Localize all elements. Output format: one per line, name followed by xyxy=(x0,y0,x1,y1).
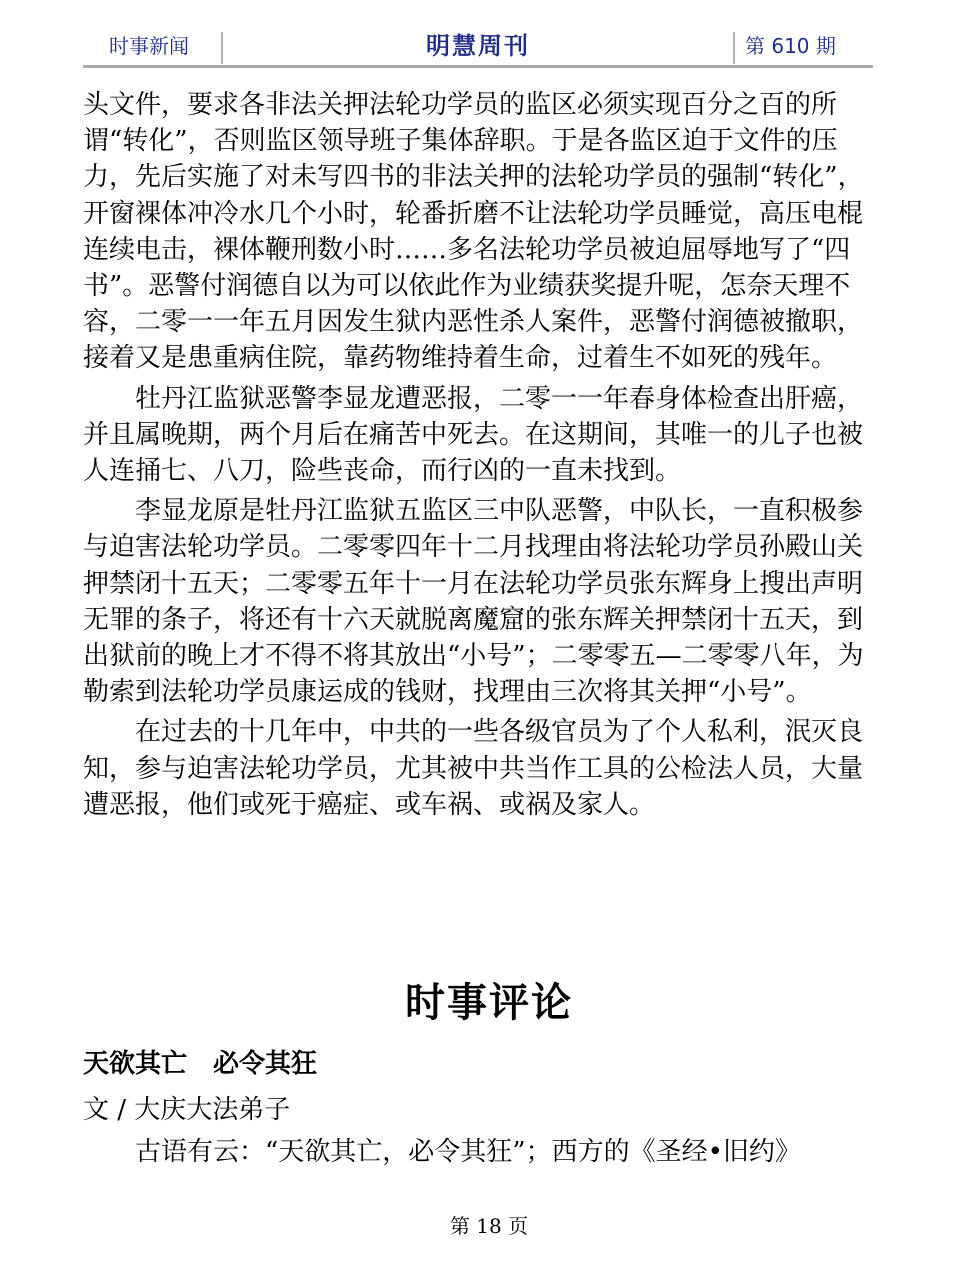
paragraph: 李显龙原是牡丹江监狱五监区三中队恶警，中队长，一直积极参与迫害法轮功学员。二零零四年十二月找理由将法轮功学员孙殿山关押禁闭十五天；二零零五年十一月在法轮功学员张东辉身上搜出声明无罪的条子，将还有十六天就脱离魔窟的张东辉关押禁闭十五天，到出狱前的晚上才不得不将其放出“小号”；二零零五—二零零八年，为勒索到法轮功学员康运成的钱财，找理由三次将其关押“小号”。 xyxy=(83,496,864,708)
article-byline: 文 / 大庆大法弟子 xyxy=(83,1095,291,1125)
section-heading: 时事评论 xyxy=(405,979,573,1026)
article-body xyxy=(83,87,873,827)
page-header xyxy=(83,28,873,68)
header-publication-title: 明慧周刊 xyxy=(426,32,530,60)
header-divider-right xyxy=(733,32,735,64)
paragraph: 在过去的十几年中，中共的一些各级官员为了个人私利，泯灭良知，参与迫害法轮功学员，尤其被中共当作工具的公检法人员，大量遭恶报，他们或死于癌症、或车祸、或祸及家人。 xyxy=(83,717,864,820)
article-lead-paragraph: 古语有云：“天欲其亡，必令其狂”；西方的《圣经•旧约》 xyxy=(135,1137,801,1167)
paragraph: 牡丹江监狱恶警李显龙遭恶报，二零一一年春身体检查出肝癌，并且属晚期，两个月后在痛苦中死去。在这期间，其唯一的儿子也被人连捅七、八刀，险些丧命，而行凶的一直未找到。 xyxy=(83,383,864,487)
paragraph-continuation: 头文件，要求各非法关押法轮功学员的监区必须实现百分之百的所谓“转化”，否则监区领导班子集体辞职。于是各监区迫于文件的压力，先后实施了对未写四书的非法关押的法轮功学员的强制“转化”，开窗裸体冲冷水几个小时，轮番折磨不让法轮功学员睡觉，高压电棍连续电击，裸体鞭刑数小时……多名法轮功学员被迫屈辱地写了“四书”。恶警付润德自以为可以依此作为业绩获奖提升呢，怎奈天理不容，二零一一年五月因发生狱内恶性杀人案件，恶警付润德被撤职，接着又是患重病住院，靠药物维持着生命，过着生不如死的残年。 xyxy=(83,90,864,374)
header-section-label: 时事新闻 xyxy=(109,34,189,58)
page-number: 第 18 页 xyxy=(449,1214,529,1238)
header-issue-number: 第 610 期 xyxy=(745,34,836,58)
header-rule xyxy=(83,65,873,68)
article-title: 天欲其亡 必令其狂 xyxy=(83,1049,318,1079)
